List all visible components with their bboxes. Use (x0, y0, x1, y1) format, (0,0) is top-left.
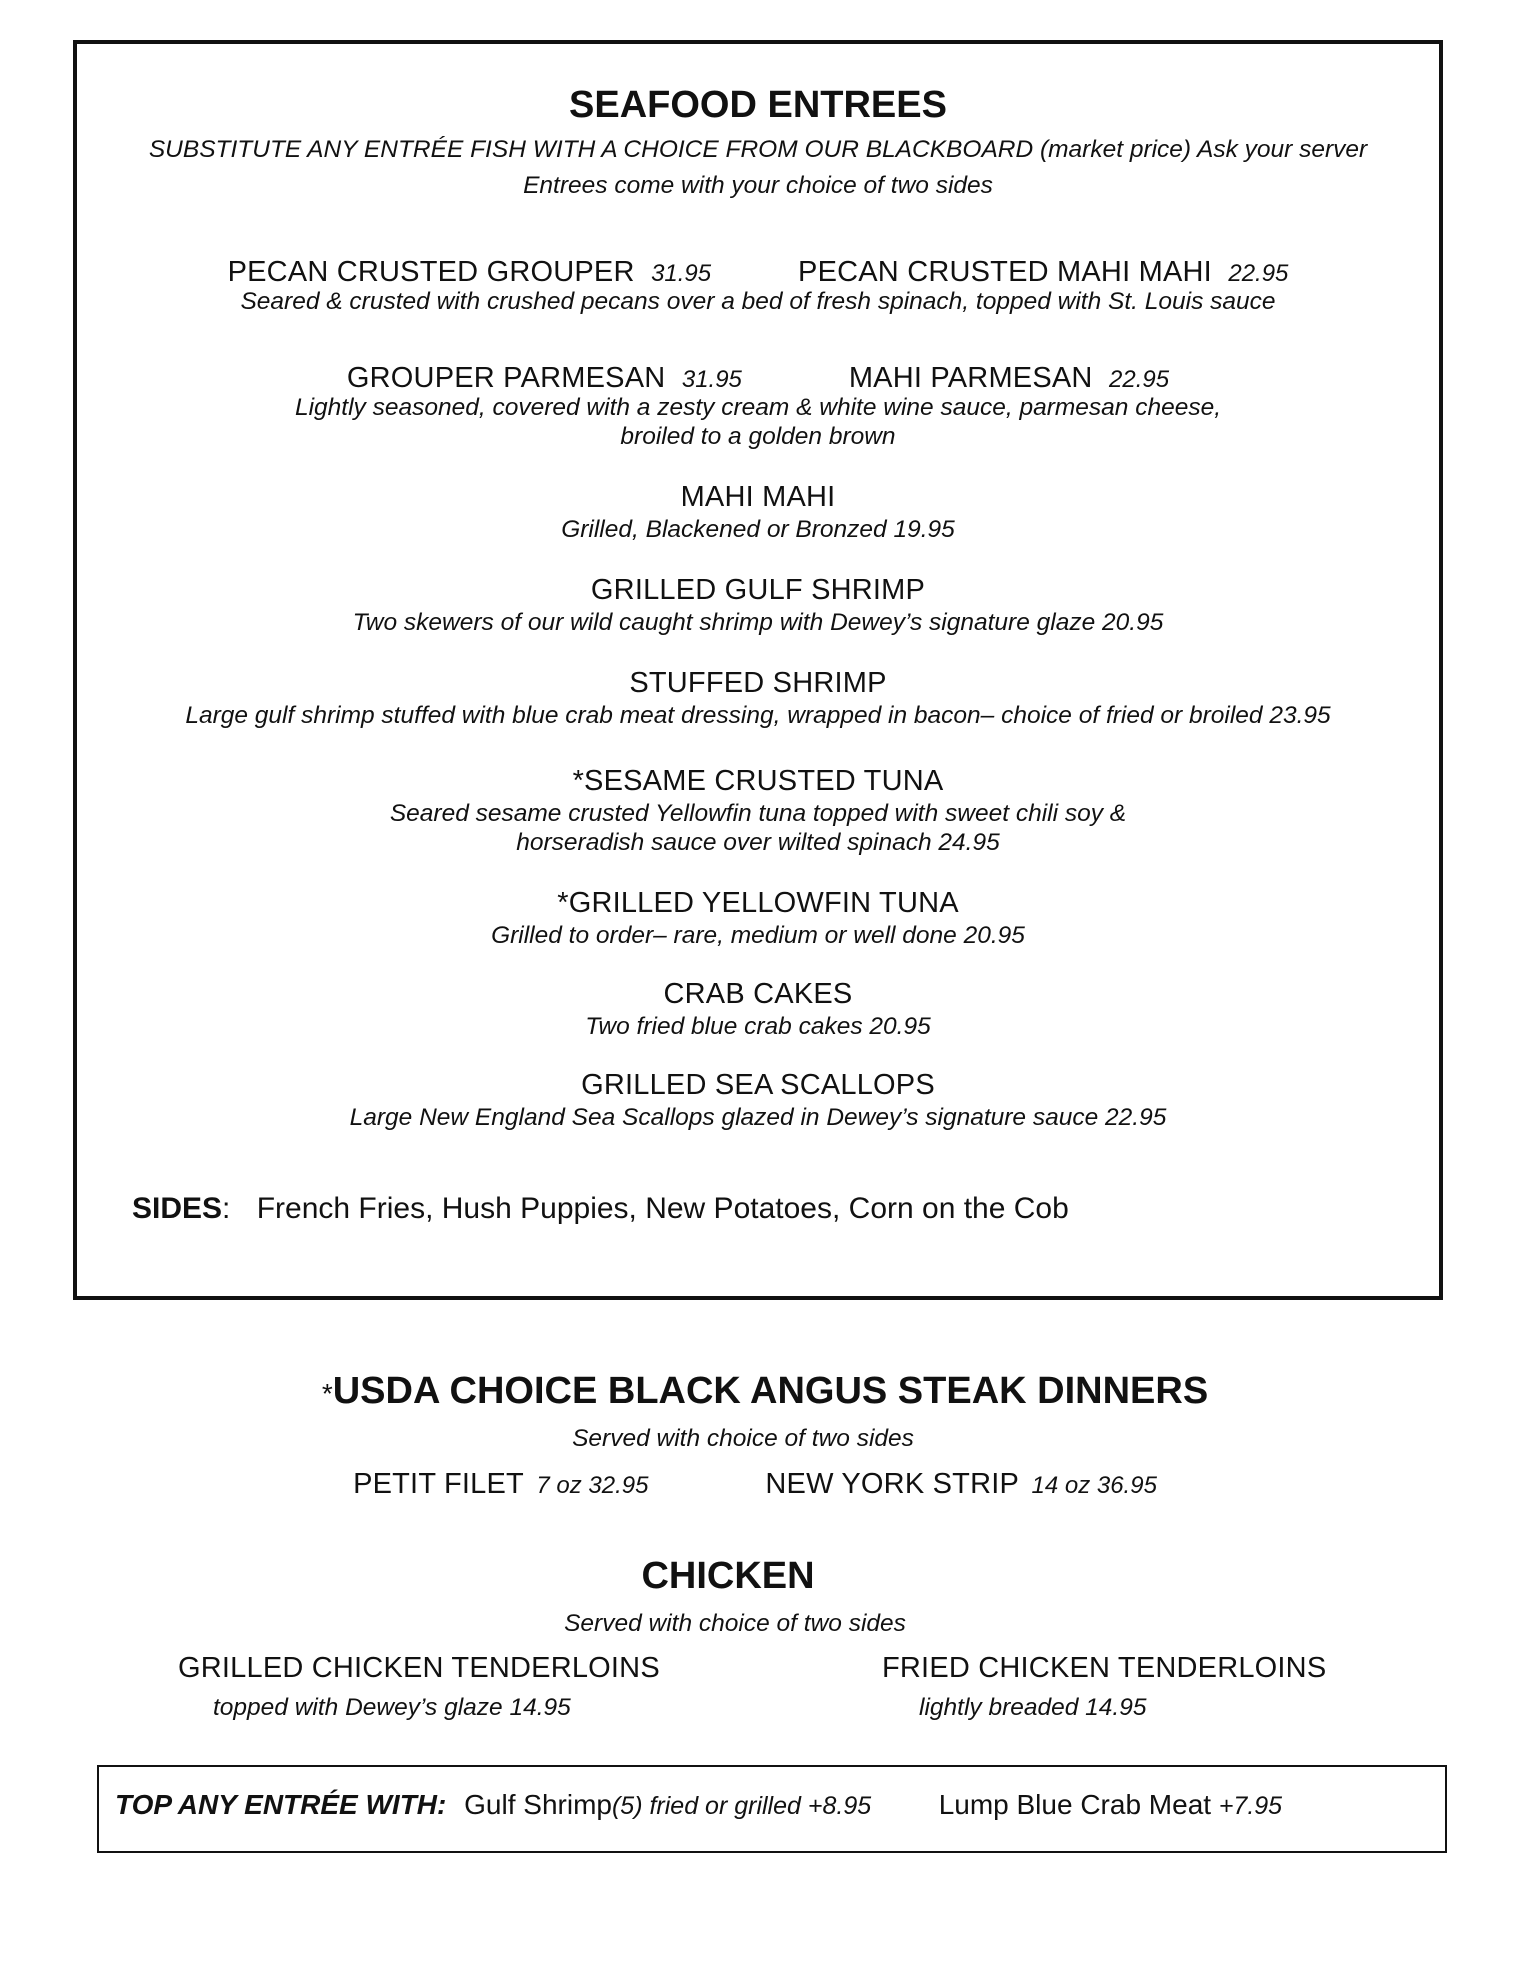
mahi-description: Grilled, Blackened or Bronzed 19.95 (561, 516, 955, 543)
stuffed-shrimp-name: STUFFED SHRIMP (629, 667, 887, 699)
pecan-mahi-price: 22.95 (1228, 260, 1289, 287)
parmesan-item-row (77, 362, 1439, 395)
pecan-grouper-price: 31.95 (651, 260, 712, 287)
grilled-chicken-desc: topped with Dewey’s glaze 14.95 (213, 1694, 571, 1721)
stuffed-shrimp-description: Large gulf shrimp stuffed with blue crab meat dressing, wrapped in bacon– choice of fried or broiled 23.95 (185, 702, 1331, 729)
gulf-shrimp-name: GRILLED GULF SHRIMP (590, 574, 926, 606)
steak-item-row (0, 1468, 1520, 1501)
sesame-tuna-description-line2: horseradish sauce over wilted spinach 24.95 (516, 829, 1000, 856)
sesame-tuna-description-line1: Seared sesame crusted Yellowfin tuna topped with sweet chili soy & (389, 800, 1127, 827)
topper-shrimp-name: Gulf Shrimp (464, 1789, 612, 1820)
steak-title-row (0, 1370, 1530, 1413)
sides-row (132, 1192, 1069, 1226)
pecan-mahi-name: PECAN CRUSTED MAHI MAHI (798, 256, 1212, 288)
petit-filet-detail: 7 oz 32.95 (536, 1472, 649, 1499)
sides-label: SIDES (132, 1192, 223, 1225)
seafood-section (73, 40, 1443, 1300)
sesame-tuna-name: *SESAME CRUSTED TUNA (572, 765, 944, 797)
new-york-strip-detail: 14 oz 36.95 (1031, 1472, 1157, 1499)
topper-shrimp-detail: (5) fried or grilled +8.95 (611, 1792, 872, 1820)
grouper-parmesan-price: 31.95 (681, 366, 742, 393)
seafood-title: SEAFOOD ENTREES (569, 84, 947, 126)
sides-list: French Fries, Hush Puppies, New Potatoes, Corn on the Cob (256, 1192, 1069, 1225)
mahi-parmesan-name: MAHI PARMESAN (848, 362, 1093, 394)
scallops-description: Large New England Sea Scallops glazed in Dewey’s signature sauce 22.95 (349, 1104, 1167, 1131)
pecan-description: Seared & crusted with crushed pecans over a bed of fresh spinach, topped with St. Louis sauce (240, 288, 1276, 315)
fried-chicken-desc: lightly breaded 14.95 (919, 1694, 1147, 1721)
gulf-shrimp-description: Two skewers of our wild caught shrimp with Dewey’s signature glaze 20.95 (352, 609, 1164, 636)
topper-crab-detail: +7.95 (1218, 1792, 1283, 1820)
steak-asterisk: * (321, 1378, 333, 1409)
scallops-name: GRILLED SEA SCALLOPS (581, 1069, 935, 1101)
steak-subtitle: Served with choice of two sides (572, 1425, 914, 1452)
yellowfin-name: *GRILLED YELLOWFIN TUNA (557, 887, 959, 919)
chicken-title: CHICKEN (641, 1555, 815, 1597)
fried-chicken-name: FRIED CHICKEN TENDERLOINS (882, 1652, 1327, 1684)
sides-colon: : (222, 1192, 231, 1225)
steak-title: USDA CHOICE BLACK ANGUS STEAK DINNERS (332, 1370, 1209, 1412)
pecan-grouper-name: PECAN CRUSTED GROUPER (227, 256, 635, 288)
pecan-item-row (77, 256, 1439, 289)
parmesan-description-line1: Lightly seasoned, covered with a zesty cream & white wine sauce, parmesan cheese, (294, 394, 1222, 421)
new-york-strip-name: NEW YORK STRIP (765, 1468, 1020, 1500)
parmesan-description-line2: broiled to a golden brown (620, 423, 896, 450)
crab-cakes-description: Two fried blue crab cakes 20.95 (585, 1013, 931, 1040)
grouper-parmesan-name: GROUPER PARMESAN (346, 362, 666, 394)
mahi-parmesan-price: 22.95 (1109, 366, 1170, 393)
topper-label: TOP ANY ENTRÉE WITH: (115, 1789, 447, 1820)
topper-crab-name: Lump Blue Crab Meat (938, 1789, 1212, 1820)
mahi-name: MAHI MAHI (680, 481, 836, 513)
petit-filet-name: PETIT FILET (353, 1468, 524, 1500)
sides-note: Entrees come with your choice of two sides (523, 172, 993, 199)
topper-section (97, 1765, 1447, 1853)
grilled-chicken-name: GRILLED CHICKEN TENDERLOINS (178, 1652, 660, 1684)
chicken-subtitle: Served with choice of two sides (564, 1610, 906, 1637)
substitute-note: SUBSTITUTE ANY ENTRÉE FISH WITH A CHOICE FROM OUR BLACKBOARD (market price) Ask your server (148, 136, 1368, 163)
crab-cakes-name: CRAB CAKES (663, 978, 853, 1010)
yellowfin-description: Grilled to order– rare, medium or well done 20.95 (491, 922, 1025, 949)
topper-row (115, 1789, 1282, 1821)
